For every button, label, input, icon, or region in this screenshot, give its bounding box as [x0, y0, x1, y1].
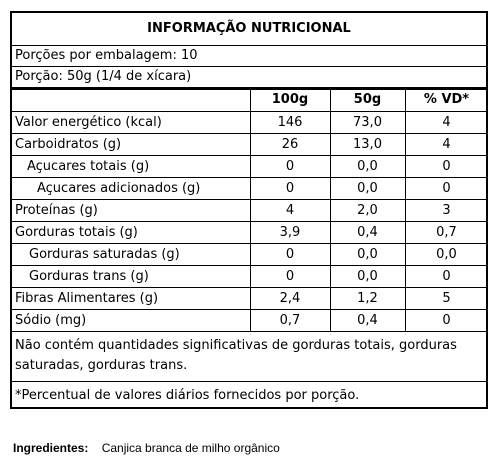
nutrient-label: Gorduras saturadas (g): [29, 247, 180, 262]
servings-per-package: Porções por embalagem: 10: [15, 48, 198, 63]
vd-footnote: *Percentual de valores diários fornecidos por porção.: [15, 388, 360, 403]
row-divider: [12, 221, 486, 222]
nutrient-value-v100: 26: [281, 137, 299, 152]
nutrient-value-vd: 0,7: [436, 225, 457, 240]
nutrient-value-vd: 4: [442, 115, 451, 130]
nutrient-value-v100: 2,4: [279, 291, 301, 306]
nutrient-label: Carboidratos (g): [15, 137, 122, 152]
nutrient-value-vd: 0: [442, 269, 451, 284]
nutrient-value-v50: 0,0: [357, 247, 378, 262]
column-header-vd: % VD*: [423, 92, 470, 107]
nutrient-value-v50: 73,0: [353, 115, 382, 130]
nutrient-value-vd: 4: [442, 137, 451, 152]
row-divider: [12, 287, 486, 288]
nutrient-label: Gorduras totais (g): [15, 225, 138, 240]
row-divider: [12, 309, 486, 310]
nutrient-value-v50: 0,0: [357, 269, 378, 284]
nutrient-value-vd: 0: [442, 181, 451, 196]
nutrient-label: Açucares adicionados (g): [37, 181, 201, 196]
nutrient-value-vd: 0,0: [436, 247, 457, 262]
row-divider: [12, 155, 486, 156]
nutrient-value-v50: 0,4: [357, 313, 378, 328]
row-divider: [12, 265, 486, 266]
ingredients-value: Canjica branca de milho orgânico: [101, 441, 280, 455]
row-divider: [12, 133, 486, 134]
nutrient-label: Fibras Alimentares (g): [15, 291, 159, 306]
label-title: INFORMAÇÃO NUTRICIONAL: [147, 21, 351, 36]
divider: [12, 331, 486, 332]
nutrition-facts-label: [10, 11, 488, 409]
nutrient-value-v100: 0: [285, 159, 295, 174]
nutrient-value-vd: 3: [442, 203, 451, 218]
nutrient-value-v50: 0,4: [357, 225, 378, 240]
nutrient-value-v100: 0: [285, 247, 295, 262]
divider: [12, 111, 486, 112]
nutrient-value-v50: 0,0: [357, 159, 378, 174]
row-divider: [12, 177, 486, 178]
ingredients-line: [13, 441, 280, 455]
ingredients-label: Ingredientes:: [13, 441, 89, 455]
nutrient-value-v50: 1,2: [357, 291, 378, 306]
column-header-100g: 100g: [271, 92, 309, 107]
nutrient-value-v50: 2,0: [357, 203, 378, 218]
nutrient-value-v100: 3,9: [279, 225, 301, 240]
divider: [12, 381, 486, 382]
nutrient-value-v100: 4: [285, 203, 295, 218]
nutrient-label: Gorduras trans (g): [29, 269, 149, 284]
nutrient-value-v50: 0,0: [357, 181, 378, 196]
nutrient-value-v100: 0: [285, 269, 295, 284]
column-header-50g: 50g: [353, 92, 382, 107]
nutrient-value-v50: 13,0: [353, 137, 382, 152]
nutrient-value-vd: 0: [442, 313, 451, 328]
nutrient-value-v100: 0,7: [279, 313, 301, 328]
row-divider: [12, 199, 486, 200]
serving-size: Porção: 50g (1/4 de xícara): [15, 69, 192, 84]
nutrient-label: Proteínas (g): [15, 203, 98, 218]
nutrient-value-v100: 0: [285, 181, 295, 196]
nutrient-value-vd: 5: [442, 291, 451, 306]
nutrient-label: Açucares totais (g): [27, 159, 150, 174]
nutrient-value-v100: 146: [277, 115, 303, 130]
nutrient-label: Sódio (mg): [15, 313, 87, 328]
nutrient-note: Não contém quantidades significativas de gorduras totais, gorduras saturadas, gorduras trans.: [15, 338, 457, 373]
row-divider: [12, 243, 486, 244]
nutrient-label: Valor energético (kcal): [15, 115, 162, 130]
nutrient-value-vd: 0: [442, 159, 451, 174]
